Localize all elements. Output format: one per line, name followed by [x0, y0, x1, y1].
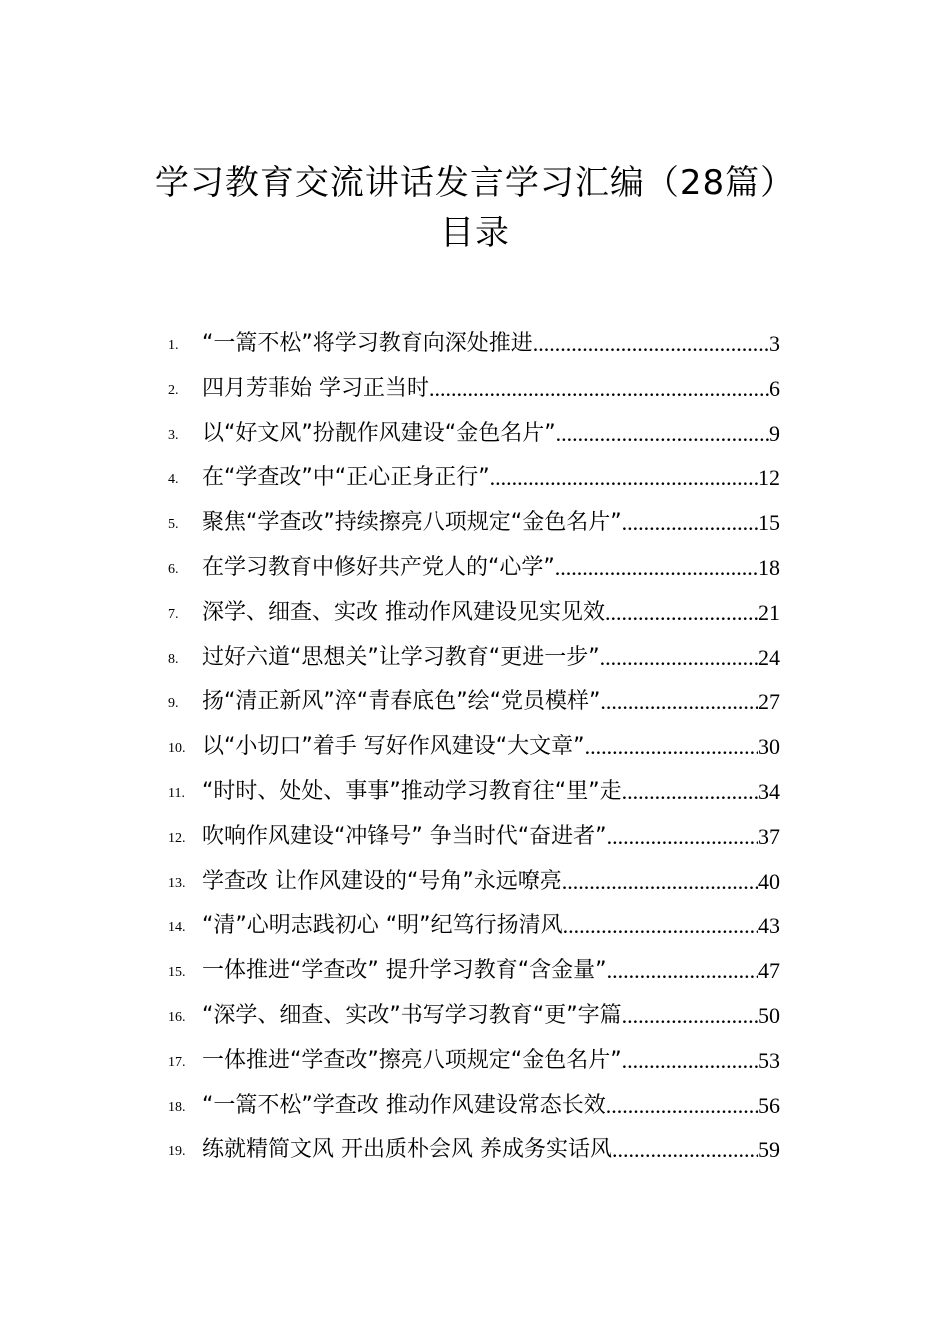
title-line-main: 学习教育交流讲话发言学习汇编（28篇） — [154, 163, 796, 203]
toc-entry[interactable] — [168, 456, 780, 501]
toc-dot-leader — [556, 412, 769, 457]
toc-entry-page: 47 — [758, 958, 780, 984]
table-of-contents — [168, 322, 780, 1173]
toc-entry-page: 40 — [758, 868, 780, 894]
toc-entry-title: 过好六道“思想关”让学习教育“更进一步” — [202, 644, 600, 670]
toc-entry-number: 16. — [168, 1009, 186, 1025]
toc-entry-page: 15 — [758, 510, 780, 536]
toc-entry-page: 24 — [758, 644, 780, 670]
toc-entry-number: 15. — [168, 965, 186, 981]
toc-dot-leader — [622, 1039, 758, 1084]
toc-entry[interactable] — [168, 994, 780, 1039]
toc-entry-title: 四月芳菲始 学习正当时 — [202, 375, 429, 401]
document-title — [0, 158, 950, 258]
toc-dot-leader — [555, 546, 758, 591]
toc-entry-number: 1. — [168, 338, 179, 353]
toc-dot-leader — [533, 322, 769, 367]
toc-entry-number: 12. — [168, 830, 186, 846]
toc-entry[interactable] — [168, 367, 780, 412]
toc-entry[interactable] — [168, 546, 780, 591]
toc-entry-title: 练就精简文风 开出质朴会风 养成务实话风 — [202, 1137, 612, 1163]
title-line-contents: 目录 — [440, 213, 510, 253]
toc-entry[interactable] — [168, 770, 780, 815]
toc-entry-title: 在学习教育中修好共产党人的“心学” — [202, 554, 555, 580]
toc-dot-leader — [622, 501, 758, 546]
toc-entry[interactable] — [168, 860, 780, 905]
toc-entry-number: 14. — [168, 920, 186, 936]
toc-dot-leader — [622, 770, 758, 815]
toc-entry-page: 12 — [758, 465, 780, 491]
toc-entry[interactable] — [168, 501, 780, 546]
toc-entry-page: 43 — [758, 913, 780, 939]
toc-dot-leader — [563, 904, 758, 949]
toc-entry-title: 一体推进“学查改”擦亮八项规定“金色名片” — [202, 1047, 622, 1073]
toc-entry[interactable] — [168, 680, 780, 725]
toc-entry-title: 以“好文风”扮靓作风建设“金色名片” — [202, 420, 556, 446]
toc-dot-leader — [490, 456, 758, 501]
toc-entry-number: 9. — [168, 696, 179, 712]
toc-dot-leader — [605, 591, 758, 636]
toc-entry-title: “一篙不松”将学习教育向深处推进 — [202, 331, 533, 356]
toc-entry-title: “时时、处处、事事”推动学习教育往“里”走 — [202, 778, 622, 804]
toc-entry-page: 27 — [758, 689, 780, 715]
toc-entry-number: 3. — [168, 427, 179, 443]
toc-dot-leader — [607, 949, 758, 994]
toc-entry-number: 19. — [168, 1144, 186, 1160]
toc-entry-page: 53 — [758, 1047, 780, 1073]
toc-entry[interactable] — [168, 322, 780, 367]
toc-entry-page: 6 — [769, 375, 780, 401]
toc-entry[interactable] — [168, 591, 780, 636]
toc-dot-leader — [585, 725, 758, 770]
toc-entry-page: 9 — [769, 420, 780, 446]
toc-entry-number: 6. — [168, 561, 179, 577]
toc-entry-page: 3 — [769, 331, 780, 356]
toc-entry-title: 一体推进“学查改” 提升学习教育“含金量” — [202, 958, 607, 984]
toc-entry-number: 2. — [168, 382, 179, 398]
toc-entry-number: 4. — [168, 472, 179, 488]
toc-entry-number: 18. — [168, 1099, 186, 1115]
toc-entry[interactable] — [168, 1084, 780, 1129]
toc-entry-title: 吹响作风建设“冲锋号” 争当时代“奋进者” — [202, 823, 607, 849]
toc-entry-page: 30 — [758, 734, 780, 760]
toc-entry[interactable] — [168, 904, 780, 949]
toc-entry-page: 50 — [758, 1002, 780, 1028]
toc-dot-leader — [600, 636, 758, 681]
toc-dot-leader — [607, 815, 758, 860]
toc-entry[interactable] — [168, 949, 780, 994]
toc-entry-number: 13. — [168, 875, 186, 891]
toc-entry-number: 5. — [168, 517, 179, 533]
toc-entry[interactable] — [168, 815, 780, 860]
toc-entry-title: 学查改 让作风建设的“号角”永远嘹亮 — [202, 868, 562, 894]
toc-entry-title: “深学、细查、实改”书写学习教育“更”字篇 — [202, 1002, 622, 1028]
toc-entry-page: 59 — [758, 1137, 780, 1163]
toc-entry-page: 37 — [758, 823, 780, 849]
toc-dot-leader — [562, 860, 758, 905]
toc-entry-title: 聚焦“学查改”持续擦亮八项规定“金色名片” — [202, 510, 622, 536]
toc-dot-leader — [612, 1128, 758, 1173]
toc-entry-number: 17. — [168, 1054, 186, 1070]
toc-entry[interactable] — [168, 636, 780, 681]
toc-entry-page: 34 — [758, 778, 780, 804]
toc-entry-title: 以“小切口”着手 写好作风建设“大文章” — [202, 734, 585, 760]
toc-dot-leader — [606, 1084, 758, 1129]
toc-entry[interactable] — [168, 1039, 780, 1084]
toc-entry-title: 扬“清正新风”淬“青春底色”绘“党员模样” — [202, 689, 601, 715]
toc-dot-leader — [622, 994, 758, 1039]
toc-entry-page: 56 — [758, 1092, 780, 1118]
toc-entry-title: 在“学查改”中“正心正身正行” — [202, 465, 490, 491]
toc-dot-leader — [429, 367, 769, 412]
toc-entry-page: 21 — [758, 599, 780, 625]
toc-entry[interactable] — [168, 412, 780, 457]
toc-entry[interactable] — [168, 725, 780, 770]
toc-dot-leader — [600, 680, 758, 725]
toc-entry-title: “清”心明志践初心 “明”纪笃行扬清风 — [202, 913, 563, 939]
toc-entry-number: 10. — [168, 741, 186, 757]
toc-entry-title: 深学、细查、实改 推动作风建设见实见效 — [202, 599, 605, 625]
toc-entry-page: 18 — [758, 554, 780, 580]
toc-entry-number: 7. — [168, 606, 179, 622]
toc-entry-number: 8. — [168, 651, 179, 667]
toc-entry-number: 11. — [168, 785, 185, 801]
toc-entry-title: “一篙不松”学查改 推动作风建设常态长效 — [202, 1092, 606, 1118]
toc-entry[interactable] — [168, 1128, 780, 1173]
